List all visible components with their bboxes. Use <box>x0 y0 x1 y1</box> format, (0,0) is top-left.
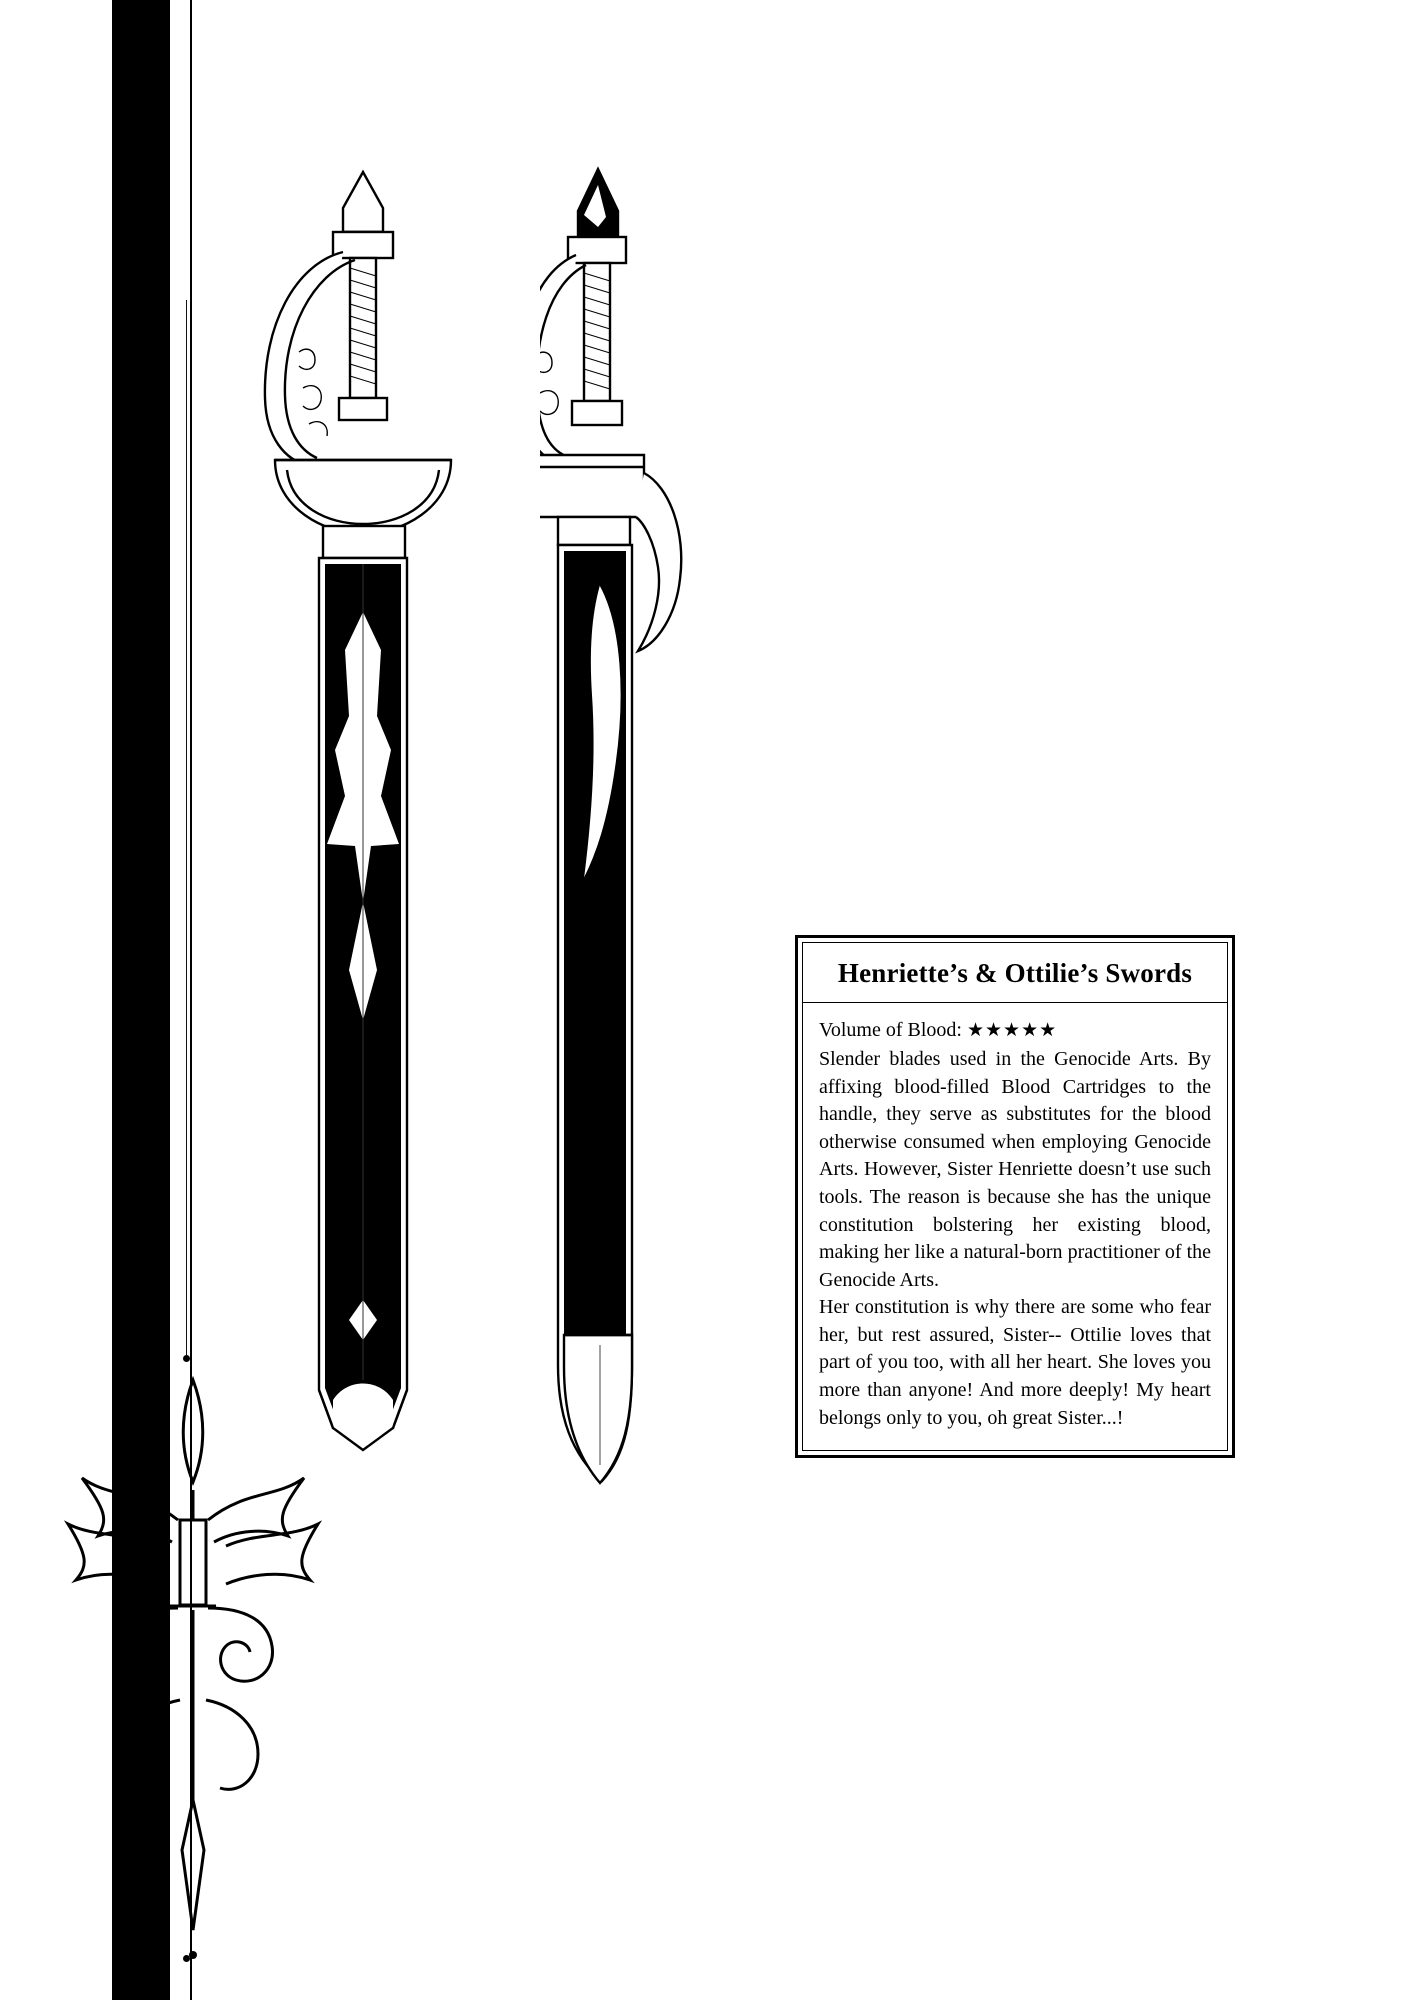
stat-stars: ★★★★★ <box>966 1019 1058 1041</box>
decor-axis-dot-top <box>183 1355 190 1362</box>
card-title: Henriette’s & Ottilie’s Swords <box>803 943 1227 1003</box>
henriettes-sword <box>255 160 555 1490</box>
card-paragraph-2: Her constitution is why there are some who fear her, but rest assured, Sister-- Ottilie loves that part of you too, with all her heart. She loves you more than anyone! And more deeply! My heart belongs only to you, oh great Sister...! <box>819 1296 1211 1429</box>
decor-axis-line <box>186 300 187 1360</box>
stat-row <box>819 1017 1211 1044</box>
card-body <box>803 1003 1227 1450</box>
stat-label: Volume of Blood: <box>819 1018 962 1041</box>
info-card <box>795 935 1235 1458</box>
ottilies-sword <box>540 155 820 1495</box>
info-card-inner <box>802 942 1228 1451</box>
card-paragraph-1: Slender blades used in the Genocide Arts. By affixing blood-filled Blood Cartridges to the handle, they serve as substitutes for the blood otherwise consumed when employing Genocide Arts. However, Sister Henriette doesn’t use such tools. The reason is because she has the unique constitution bolstering her existing blood, making her like a natural-born practitioner of the Genocide Arts. <box>819 1047 1211 1291</box>
